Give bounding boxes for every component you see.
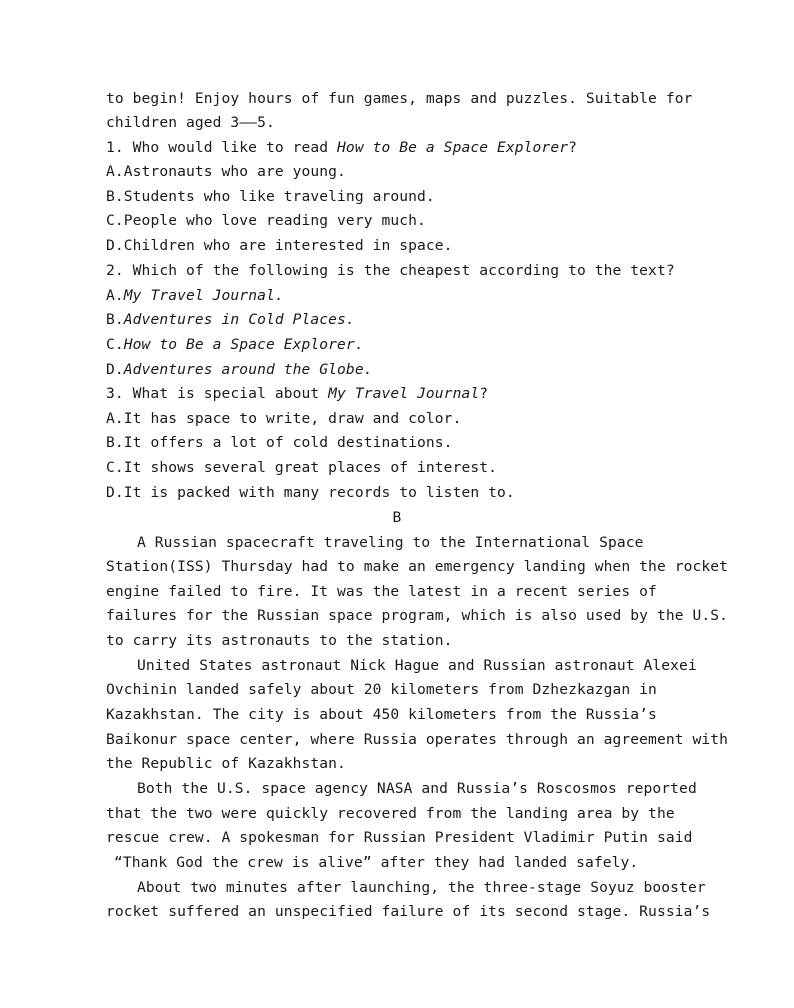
question-1-option-c: C.People who love reading very much.	[106, 212, 426, 229]
question-1-option-a: A.Astronauts who are young.	[106, 163, 346, 180]
book-title: My Travel Journal	[328, 385, 480, 402]
question-1-option-d: D.Children who are interested in space.	[106, 237, 453, 254]
passage-line: rescue crew. A spokesman for Russian President Vladimir Putin said	[106, 829, 693, 846]
section-heading: B	[392, 509, 402, 526]
question-3-option-b: B.It offers a lot of cold destinations.	[106, 434, 453, 451]
question-2-option-a: A.My Travel Journal.	[106, 287, 284, 304]
question-3-option-c: C.It shows several great places of interest.	[106, 459, 498, 476]
passage-line: rocket suffered an unspecified failure of its second stage. Russia’s	[106, 903, 711, 920]
intro-line: to begin! Enjoy hours of fun games, maps and puzzles. Suitable for	[106, 90, 693, 107]
passage-line: engine failed to fire. It was the latest in a recent series of	[106, 583, 657, 600]
question-1-option-b: B.Students who like traveling around.	[106, 188, 435, 205]
passage-line: Both the U.S. space agency NASA and Russia’s Roscosmos reported	[137, 780, 697, 797]
question-2-stem: 2. Which of the following is the cheapest according to the text?	[106, 262, 675, 279]
passage-line: failures for the Russian space program, which is also used by the U.S.	[106, 607, 729, 624]
passage-line: Station(ISS) Thursday had to make an emergency landing when the rocket	[106, 558, 729, 575]
passage-line: “Thank God the crew is alive” after they had landed safely.	[114, 854, 639, 871]
question-3-option-d: D.It is packed with many records to listen to.	[106, 484, 515, 501]
passage-line: to carry its astronauts to the station.	[106, 632, 453, 649]
book-title: How to Be a Space Explorer	[337, 139, 569, 156]
question-2-option-b: B.Adventures in Cold Places.	[106, 311, 355, 328]
passage-line: Ovchinin landed safely about 20 kilometers from Dzhezkazgan in	[106, 681, 657, 698]
passage-line: Kazakhstan. The city is about 450 kilometers from the Russia’s	[106, 706, 657, 723]
intro-line: children aged 3——5.	[106, 114, 275, 131]
question-1-stem: 1. Who would like to read How to Be a Space Explorer?	[106, 139, 577, 156]
passage-line: the Republic of Kazakhstan.	[106, 755, 346, 772]
passage-line: United States astronaut Nick Hague and Russian astronaut Alexei	[137, 657, 697, 674]
passage-line: A Russian spacecraft traveling to the International Space	[137, 534, 644, 551]
question-2-option-d: D.Adventures around the Globe.	[106, 361, 373, 378]
passage-line: About two minutes after launching, the three-stage Soyuz booster	[137, 879, 706, 896]
question-3-option-a: A.It has space to write, draw and color.	[106, 410, 462, 427]
question-2-option-c: C.How to Be a Space Explorer.	[106, 336, 364, 353]
passage-line: Baikonur space center, where Russia operates through an agreement with	[106, 731, 729, 748]
passage-line: that the two were quickly recovered from the landing area by the	[106, 805, 675, 822]
question-3-stem: 3. What is special about My Travel Journal?	[106, 385, 489, 402]
